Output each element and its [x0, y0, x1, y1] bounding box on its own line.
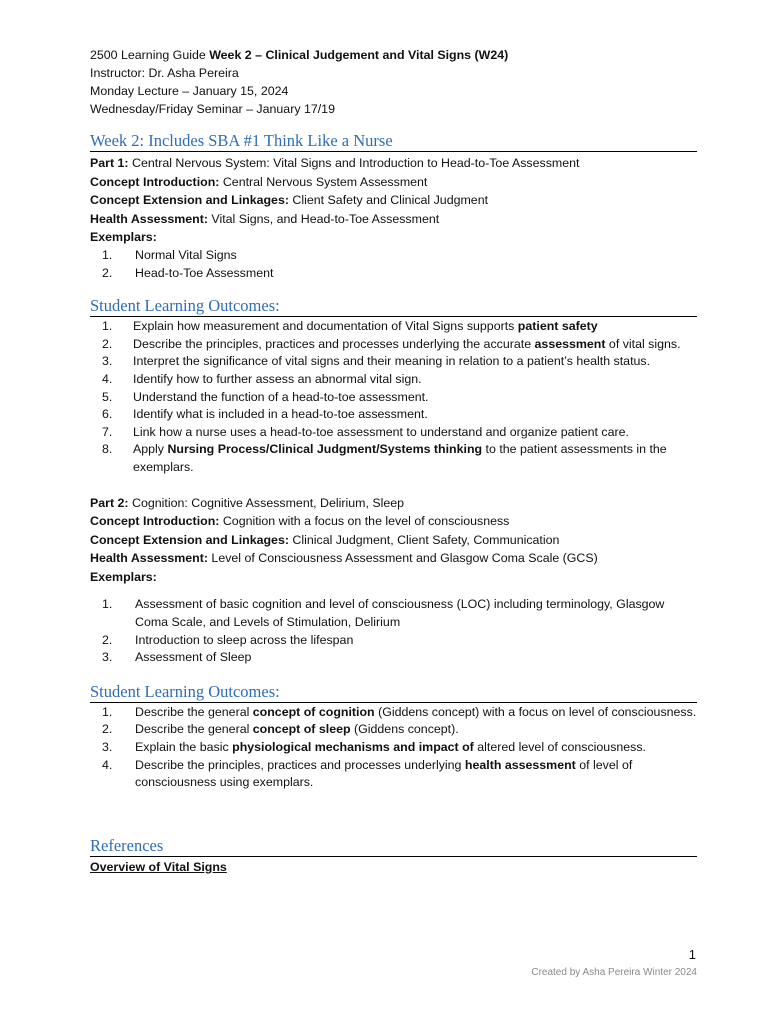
lecture-line: Monday Lecture – January 15, 2024 — [90, 84, 289, 98]
exemplars-label: Exemplars: — [90, 230, 157, 245]
health-text: Vital Signs, and Head-to-Toe Assessment — [207, 211, 440, 226]
list-text: Describe the general — [135, 722, 253, 737]
part2-section — [90, 494, 697, 667]
part2-concept-ext — [90, 531, 697, 550]
list-item — [90, 406, 697, 424]
list-text: Assessment of Sleep — [135, 650, 252, 665]
list-item — [90, 318, 697, 336]
footer-credit: Created by Asha Pereira Winter 2024 — [531, 967, 697, 978]
list-number: 3. — [102, 740, 113, 755]
list-text: Head-to-Toe Assessment — [135, 265, 274, 280]
references-heading: References — [90, 836, 697, 857]
list-item — [90, 441, 697, 476]
part1-section — [90, 154, 697, 282]
part1-text: Central Nervous System: Vital Signs and Introduction to Head-to-Toe Assessment — [128, 156, 580, 170]
list-item — [90, 596, 697, 631]
outcomes2-list — [90, 704, 697, 792]
list-text: Introduction to sleep across the lifespan — [135, 632, 354, 647]
list-item — [90, 649, 697, 667]
concept-intro-label: Concept Introduction: — [90, 174, 220, 189]
health-label: Health Assessment: — [90, 551, 208, 566]
concept-intro-text: Cognition with a focus on the level of consciousness — [219, 514, 510, 529]
part1-concept-intro — [90, 173, 697, 192]
list-text: altered level of consciousness. — [473, 740, 646, 755]
list-number: 2. — [102, 265, 113, 280]
list-text: Apply — [133, 442, 168, 457]
part2-text: Cognition: Cognitive Assessment, Delirium, Sleep — [128, 495, 405, 510]
list-bold-text: patient safety — [517, 319, 598, 334]
list-text: Explain how measurement and documentation of Vital Signs supports — [133, 319, 518, 334]
document-title — [90, 46, 697, 64]
list-number: 6. — [102, 407, 113, 422]
list-text: of vital signs. — [605, 336, 681, 351]
list-number: 1. — [102, 247, 113, 262]
list-number: 2. — [102, 632, 113, 647]
title-plain: 2500 Learning Guide — [90, 48, 210, 62]
list-text: Assessment of basic cognition and level of consciousness (LOC) including terminology, Glasgow Coma Scale, and Levels of Stimulation, Delirium — [135, 597, 665, 630]
list-item — [90, 265, 697, 283]
concept-intro-label: Concept Introduction: — [90, 514, 220, 529]
part1-health — [90, 210, 697, 229]
outcomes1-heading: Student Learning Outcomes: — [90, 296, 697, 317]
list-text: Identify what is included in a head-to-toe assessment. — [133, 407, 428, 422]
outcomes1-list — [90, 318, 697, 476]
list-bold-text: health assessment — [464, 757, 576, 772]
list-item — [90, 353, 697, 371]
list-bold-text: concept of cognition — [252, 704, 375, 719]
list-number: 1. — [102, 704, 113, 719]
part2-line — [90, 494, 697, 513]
list-bold-text: assessment — [534, 336, 606, 351]
exemplars-label: Exemplars: — [90, 569, 157, 584]
list-item — [90, 632, 697, 650]
list-bold-text: concept of sleep — [252, 722, 351, 737]
list-item — [90, 424, 697, 442]
part2-label: Part 2: — [90, 495, 129, 510]
instructor-line: Instructor: Dr. Asha Pereira — [90, 66, 239, 80]
list-text: Interpret the significance of vital signs and their meaning in relation to a patient’s health status. — [133, 354, 651, 369]
list-number: 2. — [102, 336, 113, 351]
health-text: Level of Consciousness Assessment and Glasgow Coma Scale (GCS) — [207, 551, 598, 566]
list-number: 2. — [102, 722, 113, 737]
seminar-line: Wednesday/Friday Seminar – January 17/19 — [90, 102, 335, 116]
list-text: Understand the function of a head-to-toe assessment. — [133, 389, 429, 404]
part2-exemplars-label — [90, 568, 697, 587]
part1-line — [90, 154, 697, 173]
list-bold-text: Nursing Process/Clinical Judgment/Systems thinking — [167, 442, 483, 457]
list-text: Link how a nurse uses a head-to-toe assessment to understand and organize patient care. — [133, 424, 629, 439]
list-text: Normal Vital Signs — [135, 247, 237, 262]
concept-ext-label: Concept Extension and Linkages: — [90, 193, 289, 208]
page-number: 1 — [688, 947, 696, 962]
concept-ext-label: Concept Extension and Linkages: — [90, 532, 289, 547]
list-text: (Giddens concept). — [350, 722, 459, 737]
title-bold: Week 2 – Clinical Judgement and Vital Signs (W24) — [209, 48, 509, 62]
part2-health — [90, 549, 697, 568]
list-number: 4. — [102, 757, 113, 772]
list-item — [90, 739, 697, 757]
list-text: Explain the basic — [135, 740, 233, 755]
list-text: to the patient assessments in the exemplars. — [133, 442, 667, 474]
list-text: Identify how to further assess an abnormal vital sign. — [133, 371, 422, 386]
list-number: 8. — [102, 442, 113, 457]
part1-exemplars-list — [90, 247, 697, 282]
list-item — [90, 721, 697, 739]
part2-concept-intro — [90, 512, 697, 531]
concept-ext-text: Clinical Judgment, Client Safety, Communication — [288, 532, 560, 547]
list-item — [90, 371, 697, 389]
outcomes2-heading: Student Learning Outcomes: — [90, 682, 697, 703]
reference-link-vital-signs[interactable]: Overview of Vital Signs — [90, 859, 227, 874]
list-number: 4. — [102, 371, 113, 386]
concept-intro-text: Central Nervous System Assessment — [219, 174, 428, 189]
list-text: (Giddens concept) with a focus on level of consciousness. — [374, 704, 697, 719]
health-label: Health Assessment: — [90, 211, 208, 226]
list-number: 7. — [102, 424, 113, 439]
part1-exemplars-label — [90, 228, 697, 247]
week-heading: Week 2: Includes SBA #1 Think Like a Nurse — [90, 131, 697, 152]
list-item — [90, 704, 697, 722]
list-text: Describe the general — [135, 704, 253, 719]
document-content — [90, 46, 697, 876]
list-text: of level of consciousness using exemplars. — [135, 757, 633, 790]
list-number: 3. — [102, 354, 113, 369]
part2-exemplars-list — [90, 596, 697, 666]
list-text: Describe the principles, practices and processes underlying the accurate — [133, 336, 535, 351]
list-item — [90, 247, 697, 265]
part1-concept-ext — [90, 191, 697, 210]
list-item — [90, 336, 697, 354]
list-number: 1. — [102, 319, 113, 334]
list-item — [90, 757, 697, 792]
list-number: 5. — [102, 389, 113, 404]
list-text: Describe the principles, practices and processes underlying — [135, 757, 465, 772]
part1-label: Part 1: — [90, 156, 129, 170]
list-number: 3. — [102, 650, 113, 665]
list-number: 1. — [102, 597, 113, 612]
list-bold-text: physiological mechanisms and impact of — [232, 740, 474, 755]
concept-ext-text: Client Safety and Clinical Judgment — [288, 193, 489, 208]
list-item — [90, 389, 697, 407]
